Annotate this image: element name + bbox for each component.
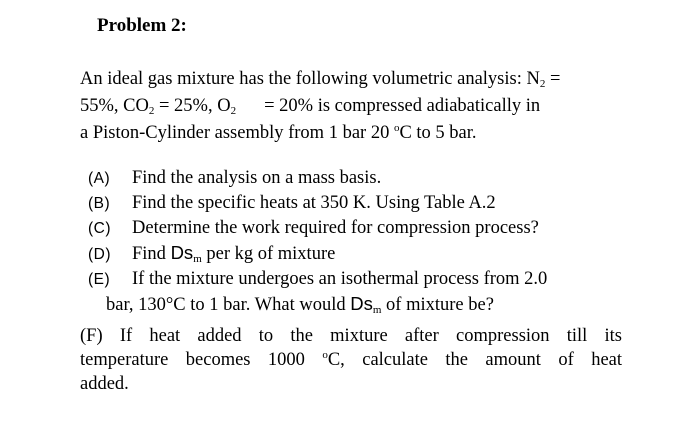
entropy-symbol: Ds <box>350 293 373 314</box>
part-f-word: compression <box>456 326 550 346</box>
part-text: bar, 130°C to 1 bar. What would <box>106 295 351 315</box>
entropy-symbol: Ds <box>170 242 194 263</box>
part-f-line-1 <box>80 324 622 348</box>
subscript: 2 <box>230 105 237 117</box>
part-text: If the mixture undergoes an isothermal process from 2.0 <box>132 269 548 289</box>
subscript: 2 <box>539 78 546 90</box>
part-f-word: added <box>197 326 242 346</box>
part-d <box>88 241 633 267</box>
part-a <box>88 166 633 191</box>
problem-title: Problem 2: <box>97 15 187 36</box>
intro-line-2 <box>80 93 625 120</box>
degree-symbol: o <box>322 349 328 361</box>
part-f-word: calculate <box>362 350 428 370</box>
part-letter: (D) <box>88 246 112 263</box>
part-f-line-3: added. <box>80 374 129 394</box>
part-f-word: its <box>604 326 622 346</box>
intro-text: a Piston-Cylinder assembly from 1 bar 20 <box>80 123 394 143</box>
part-f-word: (F) <box>80 326 103 346</box>
part-text: of mixture be? <box>381 295 494 315</box>
subscript: m <box>372 304 382 316</box>
part-f-word: heat <box>149 326 181 346</box>
part-f <box>80 324 625 396</box>
part-f-word: temperature <box>80 350 169 370</box>
part-text: Determine the work required for compression process? <box>132 218 539 238</box>
part-f-word: of <box>558 350 574 370</box>
part-text: per kg of mixture <box>201 244 336 264</box>
part-f-word <box>322 348 344 372</box>
intro-text: C to 5 bar. <box>399 123 477 143</box>
problem-intro <box>80 66 625 147</box>
part-b <box>88 191 633 216</box>
part-f-word: the <box>290 326 313 346</box>
part-c <box>88 216 633 241</box>
part-text: Find the specific heats at 350 K. Using Table A.2 <box>132 193 496 213</box>
intro-text: = 20% is compressed adiabatically in <box>264 96 541 116</box>
part-f-word: becomes <box>185 350 251 370</box>
part-text: Find the analysis on a mass basis. <box>132 168 382 188</box>
subscript: m <box>193 253 202 265</box>
part-f-word: C, <box>327 350 345 370</box>
degree-symbol: o <box>393 122 400 134</box>
problem-parts-list <box>88 166 633 317</box>
part-f-word: mixture <box>330 326 388 346</box>
part-e <box>88 267 633 292</box>
part-f-word: to <box>258 326 274 346</box>
intro-text: = 25%, O <box>154 96 231 116</box>
part-f-word: till <box>566 326 588 346</box>
part-text: Find <box>132 244 171 264</box>
part-letter: (E) <box>88 271 111 288</box>
intro-line-3 <box>80 120 625 147</box>
intro-text: An ideal gas mixture has the following volumetric analysis: N <box>80 69 540 89</box>
part-f-word: the <box>445 350 468 370</box>
intro-line-1 <box>80 66 625 93</box>
part-f-word: amount <box>485 350 541 370</box>
part-f-word: after <box>404 326 439 346</box>
part-f-word: 1000 <box>267 350 305 370</box>
subscript: 2 <box>148 105 155 117</box>
intro-text: = <box>545 69 561 89</box>
part-e-continuation <box>88 292 633 317</box>
part-letter: (C) <box>88 220 112 237</box>
part-f-word: If <box>119 326 133 346</box>
part-letter: (A) <box>88 170 111 187</box>
intro-text: 55%, CO <box>80 96 149 116</box>
part-f-word: heat <box>591 350 622 370</box>
part-letter: (B) <box>88 195 111 212</box>
part-f-line-2 <box>80 348 622 372</box>
